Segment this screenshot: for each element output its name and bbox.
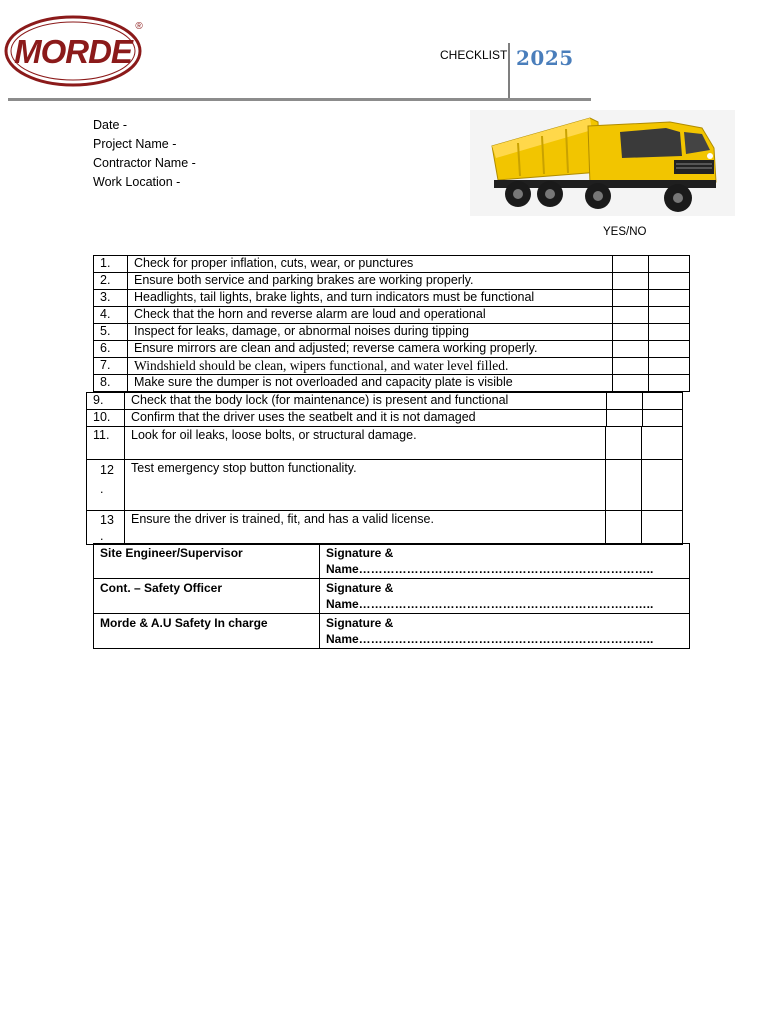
- item-text: Check that the body lock (for maintenance) is present and functional: [125, 393, 607, 410]
- role-label: Site Engineer/Supervisor: [94, 544, 320, 579]
- signature-field[interactable]: [320, 579, 690, 614]
- no-cell[interactable]: [649, 273, 690, 290]
- no-cell[interactable]: [649, 307, 690, 324]
- signature-label: Signature &: [326, 546, 394, 560]
- item-number: 3.: [94, 290, 128, 307]
- yes-cell[interactable]: [613, 290, 649, 307]
- signature-label: Signature &: [326, 616, 394, 630]
- item-number: 4.: [94, 307, 128, 324]
- project-name-label: Project Name -: [93, 137, 177, 151]
- table-row: [87, 427, 683, 460]
- no-cell[interactable]: [649, 375, 690, 392]
- signature-label: Signature &: [326, 581, 394, 595]
- item-number: 11.: [87, 427, 125, 460]
- no-cell[interactable]: [649, 290, 690, 307]
- item-text: Headlights, tail lights, brake lights, and turn indicators must be functional: [128, 290, 613, 307]
- no-cell[interactable]: [649, 324, 690, 341]
- checklist-table-bottom: [86, 426, 683, 545]
- year-label: 2025: [516, 46, 574, 70]
- table-row: [94, 307, 690, 324]
- yes-cell[interactable]: [613, 307, 649, 324]
- yes-cell[interactable]: [607, 410, 643, 427]
- yes-cell[interactable]: [613, 375, 649, 392]
- item-number: 13 .: [87, 511, 125, 545]
- checklist-label: CHECKLIST: [440, 48, 508, 62]
- table-row: [94, 341, 690, 358]
- yes-cell[interactable]: [613, 256, 649, 273]
- no-cell[interactable]: [643, 410, 683, 427]
- header-divider-horizontal: [8, 98, 591, 101]
- yes-no-header: YES/NO: [603, 226, 647, 238]
- signature-row: [94, 579, 690, 614]
- item-text: Ensure mirrors are clean and adjusted; reverse camera working properly.: [128, 341, 613, 358]
- item-number: 1.: [94, 256, 128, 273]
- work-location-label: Work Location -: [93, 175, 181, 189]
- table-row: [94, 358, 690, 375]
- table-row: [87, 393, 683, 410]
- item-text: Inspect for leaks, damage, or abnormal noises during tipping: [128, 324, 613, 341]
- svg-text:®: ®: [135, 21, 143, 32]
- no-cell[interactable]: [649, 341, 690, 358]
- item-text: Confirm that the driver uses the seatbelt and it is not damaged: [125, 410, 607, 427]
- item-text: Check that the horn and reverse alarm are loud and operational: [128, 307, 613, 324]
- item-text: Test emergency stop button functionality.: [125, 460, 606, 511]
- signature-field[interactable]: [320, 614, 690, 649]
- table-row: [94, 324, 690, 341]
- table-row: [87, 410, 683, 427]
- yes-cell[interactable]: [606, 511, 642, 545]
- yes-cell[interactable]: [613, 324, 649, 341]
- yes-cell[interactable]: [613, 341, 649, 358]
- signature-row: [94, 544, 690, 579]
- table-row: [87, 511, 683, 545]
- table-row: [94, 256, 690, 273]
- no-cell[interactable]: [642, 511, 683, 545]
- yes-cell[interactable]: [613, 358, 649, 375]
- table-row: [94, 273, 690, 290]
- no-cell[interactable]: [649, 358, 690, 375]
- item-number: 10.: [87, 410, 125, 427]
- no-cell[interactable]: [649, 256, 690, 273]
- signature-table: [93, 543, 690, 649]
- item-number: 12 .: [87, 460, 125, 511]
- no-cell[interactable]: [642, 427, 683, 460]
- no-cell[interactable]: [642, 460, 683, 511]
- item-text: Windshield should be clean, wipers functional, and water level filled.: [128, 358, 613, 375]
- item-number: 8.: [94, 375, 128, 392]
- table-row: [94, 375, 690, 392]
- item-text: Look for oil leaks, loose bolts, or structural damage.: [125, 427, 606, 460]
- signature-row: [94, 614, 690, 649]
- role-label: Morde & A.U Safety In charge: [94, 614, 320, 649]
- dump-truck-image: [470, 110, 735, 216]
- date-label: Date -: [93, 118, 128, 132]
- item-number: 9.: [87, 393, 125, 410]
- name-line: Name………………………………………………………………..: [326, 562, 654, 576]
- table-row: [87, 460, 683, 511]
- yes-cell[interactable]: [613, 273, 649, 290]
- item-text: Make sure the dumper is not overloaded and capacity plate is visible: [128, 375, 613, 392]
- yes-cell[interactable]: [606, 460, 642, 511]
- morde-logo: [4, 14, 146, 88]
- item-text: Ensure the driver is trained, fit, and has a valid license.: [125, 511, 606, 545]
- checklist-table-top: [93, 255, 690, 392]
- contractor-name-label: Contractor Name -: [93, 156, 196, 170]
- yes-cell[interactable]: [606, 427, 642, 460]
- no-cell[interactable]: [643, 393, 683, 410]
- name-line: Name………………………………………………………………..: [326, 597, 654, 611]
- item-number: 6.: [94, 341, 128, 358]
- checklist-table-middle: [86, 392, 683, 427]
- table-row: [94, 290, 690, 307]
- signature-field[interactable]: [320, 544, 690, 579]
- item-text: Check for proper inflation, cuts, wear, or punctures: [128, 256, 613, 273]
- name-line: Name………………………………………………………………..: [326, 632, 654, 646]
- yes-cell[interactable]: [607, 393, 643, 410]
- item-number: 5.: [94, 324, 128, 341]
- item-text: Ensure both service and parking brakes are working properly.: [128, 273, 613, 290]
- item-number: 7.: [94, 358, 128, 375]
- svg-text:MORDE: MORDE: [14, 33, 132, 70]
- item-number: 2.: [94, 273, 128, 290]
- header-divider-vertical: [508, 43, 510, 98]
- role-label: Cont. – Safety Officer: [94, 579, 320, 614]
